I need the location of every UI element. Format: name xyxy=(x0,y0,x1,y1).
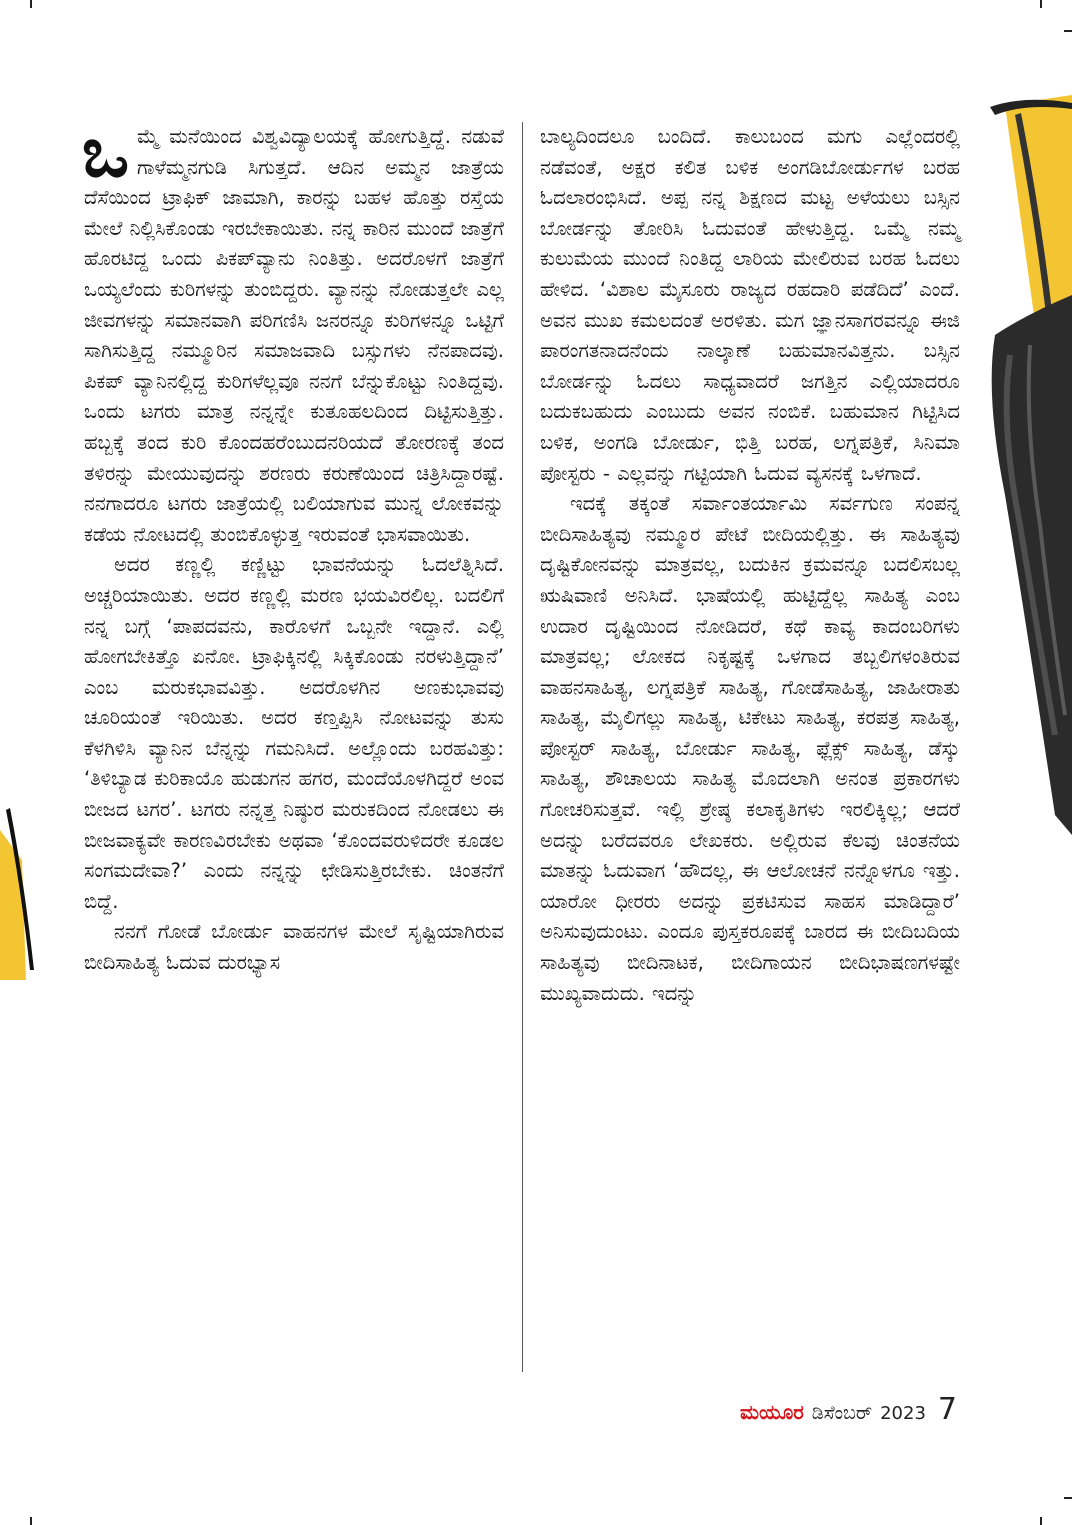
decorative-brush-art-right xyxy=(985,95,1072,835)
issue-year: 2023 xyxy=(880,1403,926,1424)
decorative-brush-art-left xyxy=(0,800,40,980)
crop-mark-bottom-right xyxy=(1040,1517,1042,1525)
issue-month: ಡಿಸೆಂಬರ್ xyxy=(811,1402,873,1424)
article-column-right xyxy=(540,122,960,1009)
page-footer xyxy=(740,1392,957,1432)
crop-mark-right-lower xyxy=(1064,1497,1072,1499)
column-divider xyxy=(522,122,523,1372)
article-column-left xyxy=(82,111,504,979)
page-number: 7 xyxy=(937,1392,957,1427)
magazine-name: ಮಯೂರ xyxy=(740,1400,804,1424)
article-paragraph xyxy=(82,111,504,550)
article-paragraph: ಇದಕ್ಕೆ ತಕ್ಕಂತೆ ಸರ್ವಾಂತರ್ಯಾಮಿ ಸರ್ವಗುಣ ಸಂಪನ್ನ ಬೀದಿಸಾಹಿತ್ಯವು ನಮ್ಮೂರ ಪೇಟೆ ಬೀದಿಯಲ್ಲಿತ್ತು. ಈ ಸಾಹಿತ್ಯವು ದೃಷ್ಟಿಕೋನವನ್ನು ಮಾತ್ರವಲ್ಲ, ಬದುಕಿನ ಕ್ರಮವನ್ನೂ ಬದಲಿಸಬಲ್ಲ ಋಷಿವಾಣಿ ಅನಿಸಿದೆ. ಭಾಷೆಯಲ್ಲಿ ಹುಟ್ಟಿದ್ದೆಲ್ಲ ಸಾಹಿತ್ಯ ಎಂಬ ಉದಾರ ದೃಷ್ಟಿಯಿಂದ ನೋಡಿದರೆ, ಕಥೆ ಕಾವ್ಯ ಕಾದಂಬರಿಗಳು ಮಾತ್ರವಲ್ಲ; ಲೋಕದ ನಿಕೃಷ್ಟಕ್ಕೆ ಒಳಗಾದ ತಬ್ಬಲಿಗಳಂತಿರುವ ವಾಹನಸಾಹಿತ್ಯ, ಲಗ್ನಪತ್ರಿಕೆ ಸಾಹಿತ್ಯ, ಗೋಡೆಸಾಹಿತ್ಯ, ಜಾಹೀರಾತು ಸಾಹಿತ್ಯ, ಮೈಲಿಗಲ್ಲು ಸಾಹಿತ್ಯ, ಟಿಕೇಟು ಸಾಹಿತ್ಯ, ಕರಪತ್ರ ಸಾಹಿತ್ಯ, ಪೋಸ್ಟರ್ ಸಾಹಿತ್ಯ, ಬೋರ್ಡು ಸಾಹಿತ್ಯ, ಫ್ಲೆಕ್ಸ್ ಸಾಹಿತ್ಯ, ಡೆಸ್ಕು ಸಾಹಿತ್ಯ, ಶೌಚಾಲಯ ಸಾಹಿತ್ಯ ಮೊದಲಾಗಿ ಅನಂತ ಪ್ರಕಾರಗಳು ಗೋಚರಿಸುತ್ತವೆ. ಇಲ್ಲಿ ಶ್ರೇಷ್ಠ ಕಲಾಕೃತಿಗಳು ಇರಲಿಕ್ಕಿಲ್ಲ; ಆದರೆ ಅದನ್ನು ಬರೆದವರೂ ಲೇಖಕರು. ಅಲ್ಲಿರುವ ಕೆಲವು ಚಿಂತನೆಯ ಮಾತನ್ನು ಓದುವಾಗ ‘ಹೌದಲ್ಲ, ಈ ಆಲೋಚನೆ ನನ್ನೊಳಗೂ ಇತ್ತು. ಯಾರೋ ಧೀರರು ಅದನ್ನು ಪ್ರಕಟಿಸುವ ಸಾಹಸ ಮಾಡಿದ್ದಾರೆ’ ಅನಿಸುವುದುಂಟು. ಎಂದೂ ಪುಸ್ತಕರೂಪಕ್ಕೆ ಬಾರದ ಈ ಬೀದಿಬದಿಯ ಸಾಹಿತ್ಯವು ಬೀದಿನಾಟಕ, ಬೀದಿಗಾಯನ ಬೀದಿಭಾಷಣಗಳಷ್ಟೇ ಮುಖ್ಯವಾದುದು. ಇದನ್ನು xyxy=(540,492,960,1005)
crop-mark-bottom-left xyxy=(30,1517,32,1525)
crop-mark-top-left xyxy=(30,0,32,8)
crop-mark-right-upper xyxy=(1064,30,1072,32)
article-paragraph: ನನಗೆ ಗೋಡೆ ಬೋರ್ಡು ವಾಹನಗಳ ಮೇಲೆ ಸೃಷ್ಟಿಯಾಗಿರುವ ಬೀದಿಸಾಹಿತ್ಯ ಓದುವ ದುರಭ್ಯಾಸ xyxy=(84,920,504,975)
article-paragraph: ಅದರ ಕಣ್ಣಲ್ಲಿ ಕಣ್ಣಿಟ್ಟು ಭಾವನೆಯನ್ನು ಓದಲೆತ್ನಿಸಿದೆ. ಅಚ್ಚರಿಯಾಯಿತು. ಅದರ ಕಣ್ಣಲ್ಲಿ ಮರಣ ಭಯವಿರಲಿಲ್ಲ. ಬದಲಿಗೆ ನನ್ನ ಬಗ್ಗೆ ‘ಪಾಪದವನು, ಕಾರೊಳಗೆ ಒಬ್ಬನೇ ಇದ್ದಾನೆ. ಎಲ್ಲಿ ಹೋಗಬೇಕಿತ್ತೊ ಏನೋ. ಟ್ರಾಫಿಕ್ಕಿನಲ್ಲಿ ಸಿಕ್ಕಿಕೊಂಡು ನರಳುತ್ತಿದ್ದಾನೆ’ ಎಂಬ ಮರುಕಭಾವವಿತ್ತು. ಅದರೊಳಗಿನ ಅಣಕುಭಾವವು ಚೂರಿಯಂತೆ ಇರಿಯಿತು. ಅದರ ಕಣ್ತಪ್ಪಿಸಿ ನೋಟವನ್ನು ತುಸು ಕೆಳಗಿಳಿಸಿ ವ್ಯಾನಿನ ಬೆನ್ನನ್ನು ಗಮನಿಸಿದೆ. ಅಲ್ಲೊಂದು ಬರಹವಿತ್ತು: ‘ತಿಳಿಬ್ಯಾಡ ಕುರಿಕಾಯೊ ಹುಡುಗನ ಹಗರ, ಮಂದೆಯೊಳಗಿದ್ದರೆ ಅಂವ ಬೀಜದ ಟಗರ’. ಟಗರು ನನ್ನತ್ತ ನಿಷ್ಠುರ ಮರುಕದಿಂದ ನೋಡಲು ಈ ಬೀಜವಾಕ್ಯವೇ ಕಾರಣವಿರಬೇಕು ಅಥವಾ ‘ಕೊಂದವರುಳಿದರೇ ಕೂಡಲ ಸಂಗಮದೇವಾ?’ ಎಂದು ನನ್ನನ್ನು ಛೇಡಿಸುತ್ತಿರಬೇಕು. ಚಿಂತನೆಗೆ ಬಿದ್ದೆ. xyxy=(84,553,504,913)
article-paragraph: ಬಾಲ್ಯದಿಂದಲೂ ಬಂದಿದೆ. ಕಾಲುಬಂದ ಮಗು ಎಲ್ಲೆಂದರಲ್ಲಿ ನಡೆವಂತೆ, ಅಕ್ಷರ ಕಲಿತ ಬಳಿಕ ಅಂಗಡಿಬೋರ್ಡುಗಳ ಬರಹ ಓದಲಾರಂಭಿಸಿದೆ. ಅಪ್ಪ ನನ್ನ ಶಿಕ್ಷಣದ ಮಟ್ಟ ಅಳೆಯಲು ಬಸ್ಸಿನ ಬೋರ್ಡನ್ನು ತೋರಿಸಿ ಓದುವಂತೆ ಹೇಳುತ್ತಿದ್ದ. ಒಮ್ಮೆ ನಮ್ಮ ಕುಲುಮೆಯ ಮುಂದೆ ನಿಂತಿದ್ದ ಲಾರಿಯ ಮೇಲಿರುವ ಬರಹ ಓದಲು ಹೇಳಿದ. ‘ವಿಶಾಲ ಮೈಸೂರು ರಾಜ್ಯದ ರಹದಾರಿ ಪಡೆದಿದೆ’ ಎಂದೆ. ಅವನ ಮುಖ ಕಮಲದಂತೆ ಅರಳಿತು. ಮಗ ಜ್ಞಾನಸಾಗರವನ್ನೂ ಈಜಿ ಪಾರಂಗತನಾದನೆಂದು ನಾಲ್ಕಾಣೆ ಬಹುಮಾನವಿತ್ತನು. ಬಸ್ಸಿನ ಬೋರ್ಡನ್ನು ಓದಲು ಸಾಧ್ಯವಾದರೆ ಜಗತ್ತಿನ ಎಲ್ಲಿಯಾದರೂ ಬದುಕಬಹುದು ಎಂಬುದು ಅವನ ನಂಬಿಕೆ. ಬಹುಮಾನ ಗಿಟ್ಟಿಸಿದ ಬಳಿಕ, ಅಂಗಡಿ ಬೋರ್ಡು, ಭಿತ್ತಿ ಬರಹ, ಲಗ್ನಪತ್ರಿಕೆ, ಸಿನಿಮಾ ಪೋಸ್ಟರು - ಎಲ್ಲವನ್ನು ಗಟ್ಟಿಯಾಗಿ ಓದುವ ವ್ಯಸನಕ್ಕೆ ಒಳಗಾದೆ. xyxy=(540,125,960,485)
crop-mark-top-right xyxy=(1040,0,1042,8)
paragraph-text: ಮ್ಮೆ ಮನೆಯಿಂದ ವಿಶ್ವವಿದ್ಯಾಲಯಕ್ಕೆ ಹೋಗುತ್ತಿದ್ದೆ. ನಡುವೆ ಗಾಳೆಮ್ಮನಗುಡಿ ಸಿಗುತ್ತದೆ. ಆದಿನ ಅಮ್ಮನ ಜಾತ್ರೆಯ ದೆಸೆಯಿಂದ ಟ್ರಾಫಿಕ್ ಜಾಮಾಗಿ, ಕಾರನ್ನು ಬಹಳ ಹೊತ್ತು ರಸ್ತೆಯ ಮೇಲೆ ನಿಲ್ಲಿಸಿಕೊಂಡು ಇರಬೇಕಾಯಿತು. ನನ್ನ ಕಾರಿನ ಮುಂದೆ ಜಾತ್ರೆಗೆ ಹೊರಟಿದ್ದ ಒಂದು ಪಿಕಪ್‌ವ್ಯಾನು ನಿಂತಿತ್ತು. ಅದರೊಳಗೆ ಜಾತ್ರೆಗೆ ಒಯ್ಯಲೆಂದು ಕುರಿಗಳನ್ನು ತುಂಬಿದ್ದರು. ವ್ಯಾನನ್ನು ನೋಡುತ್ತಲೇ ಎಲ್ಲ ಜೀವಗಳನ್ನು ಸಮಾನವಾಗಿ ಪರಿಗಣಿಸಿ ಜನರನ್ನೂ ಕುರಿಗಳನ್ನೂ ಒಟ್ಟಿಗೆ ಸಾಗಿಸುತ್ತಿದ್ದ ನಮ್ಮೂರಿನ ಸಮಾಜವಾದಿ ಬಸ್ಸುಗಳು ನೆನಪಾದವು. ಪಿಕಪ್ ವ್ಯಾನಿನಲ್ಲಿದ್ದ ಕುರಿಗಳೆಲ್ಲವೂ ನನಗೆ ಬೆನ್ನುಕೊಟ್ಟು ನಿಂತಿದ್ದವು. ಒಂದು ಟಗರು ಮಾತ್ರ ನನ್ನನ್ನೇ ಕುತೂಹಲದಿಂದ ದಿಟ್ಟಿಸುತ್ತಿತ್ತು. ಹಬ್ಬಕ್ಕೆ ತಂದ ಕುರಿ ಕೊಂದಹರೆಂಬುದನರಿಯದೆ ತೋರಣಕ್ಕೆ ತಂದ ತಳಿರನ್ನು ಮೇಯುವುದನ್ನು ಶರಣರು ಕರುಣೆಯಿಂದ ಚಿತ್ರಿಸಿದ್ದಾರಷ್ಟೆ. ನನಗಾದರೂ ಟಗರು ಜಾತ್ರೆಯಲ್ಲಿ ಬಲಿಯಾಗುವ ಮುನ್ನ ಲೋಕವನ್ನು ಕಡೆಯ ನೋಟದಲ್ಲಿ ತುಂಬಿಕೊಳ್ಳುತ್ತ ಇರುವಂತೆ ಭಾಸವಾಯಿತು. xyxy=(84,125,504,546)
drop-cap: ಒ xyxy=(82,111,130,193)
